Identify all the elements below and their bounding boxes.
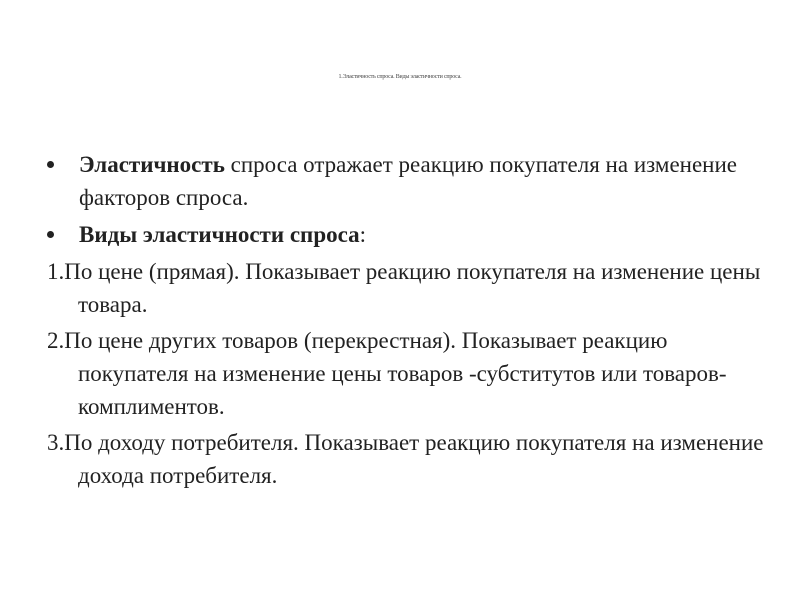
slide-content bbox=[47, 148, 767, 495]
bullet-bold-term: Виды эластичности спроса bbox=[79, 222, 360, 247]
bullet-dot-icon bbox=[47, 231, 54, 238]
bullet-item-types bbox=[47, 218, 767, 251]
bullet-bold-term: Эластичность bbox=[79, 152, 225, 177]
numbered-item-price: 1.По цене (прямая). Показывает реакцию покупателя на изменение цены товара. bbox=[47, 259, 761, 317]
numbered-item-income: 3.По доходу потребителя. Показывает реакцию покупателя на изменение дохода потребителя. bbox=[47, 430, 764, 488]
bullet-item-elasticity bbox=[47, 148, 767, 214]
slide-title: 1.Эластичность спроса. Виды эластичности спроса. bbox=[338, 74, 462, 80]
numbered-item-cross-price: 2.По цене других товаров (перекрестная). Показывает реакцию покупателя на изменение цены товаров -субститутов или товаров- комплиментов. bbox=[47, 328, 727, 419]
bullet-text: : bbox=[359, 222, 366, 247]
bullet-dot-icon bbox=[47, 161, 54, 168]
bullet-text: спроса отражает реакцию покупателя на изменение факторов спроса. bbox=[79, 152, 738, 210]
